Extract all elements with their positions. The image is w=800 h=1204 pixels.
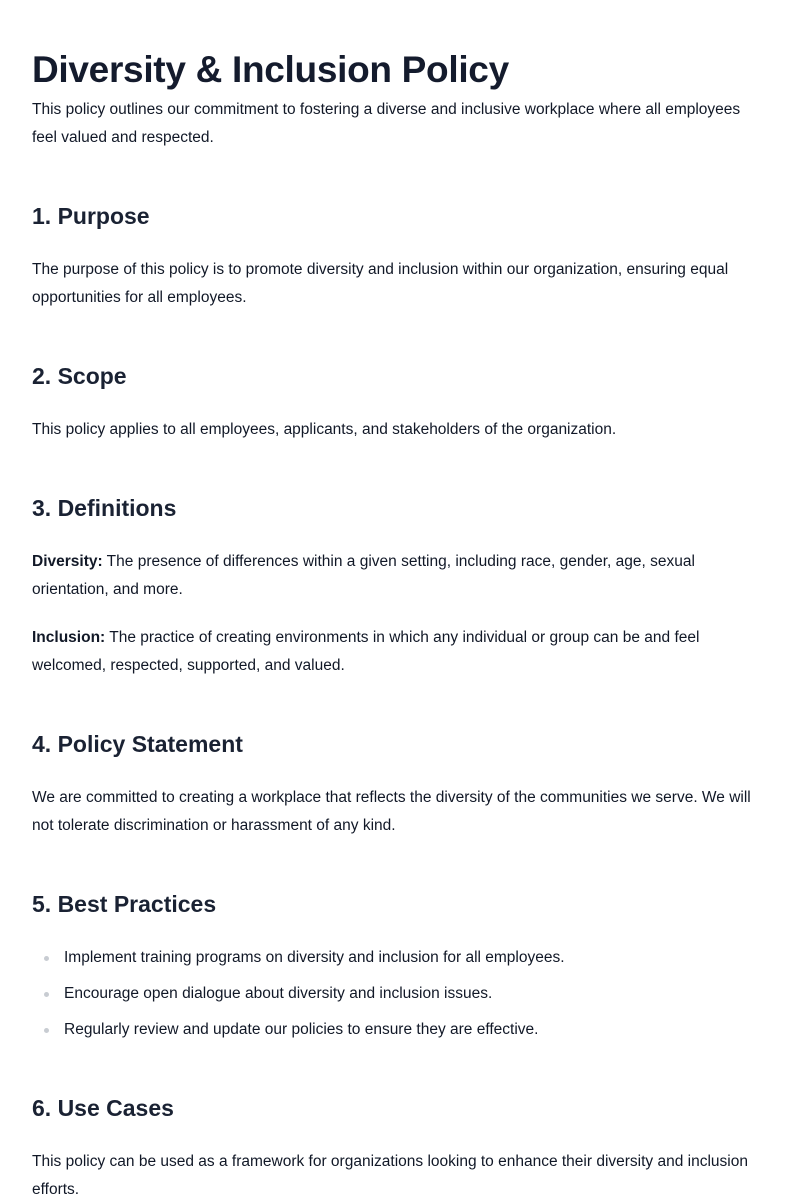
intro-paragraph: This policy outlines our commitment to fostering a diverse and inclusive workplace where all employees feel valued and respected.: [32, 101, 741, 146]
section-body-policy-statement: We are committed to creating a workplace that reflects the diversity of the communities we serve. We will not tolerate discrimination or harassment of any kind.: [32, 789, 751, 834]
section-heading-best-practices: 5. Best Practices: [32, 891, 217, 917]
section-body-scope: This policy applies to all employees, applicants, and stakeholders of the organization.: [32, 421, 617, 438]
definition-term: Inclusion:: [32, 629, 106, 646]
definition-term: Diversity:: [32, 553, 103, 570]
list-item: Encourage open dialogue about diversity and inclusion issues.: [32, 980, 768, 1008]
section-heading-scope: 2. Scope: [32, 363, 127, 389]
definition-text: The practice of creating environments in which any individual or group can be and feel welcomed, respected, supported, and valued.: [32, 629, 700, 674]
page-title: Diversity & Inclusion Policy: [32, 49, 509, 90]
section-heading-definitions: 3. Definitions: [32, 495, 177, 521]
section-heading-use-cases: 6. Use Cases: [32, 1095, 174, 1121]
section-heading-purpose: 1. Purpose: [32, 203, 150, 229]
list-item: Regularly review and update our policies to ensure they are effective.: [32, 1016, 768, 1044]
definition-item: [32, 548, 768, 604]
list-item: Implement training programs on diversity and inclusion for all employees.: [32, 944, 768, 972]
best-practices-list: [32, 944, 768, 1052]
definition-text: The presence of differences within a given setting, including race, gender, age, sexual orientation, and more.: [32, 553, 695, 598]
section-body-purpose: The purpose of this policy is to promote diversity and inclusion within our organization, ensuring equal opportunities for all employees.: [32, 261, 729, 306]
section-body-use-cases: This policy can be used as a framework for organizations looking to enhance their diversity and inclusion efforts.: [32, 1153, 748, 1198]
section-heading-policy-statement: 4. Policy Statement: [32, 731, 243, 757]
definition-item: [32, 624, 768, 680]
